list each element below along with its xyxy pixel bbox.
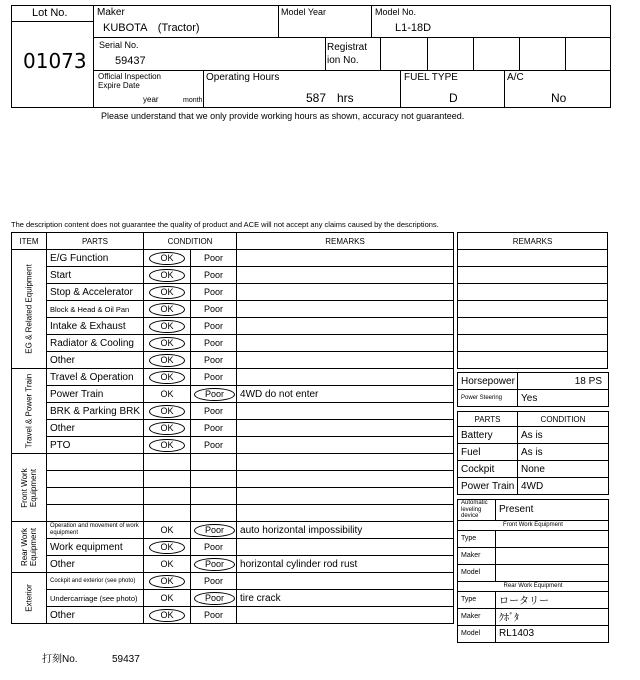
remark-cell: 4WD do not enter bbox=[237, 386, 454, 403]
ok-option: OK bbox=[160, 593, 174, 603]
header-row1-line bbox=[93, 37, 611, 38]
remark-cell bbox=[237, 284, 454, 301]
ok-option: OK bbox=[149, 269, 184, 282]
model-no-label: Model No. bbox=[375, 7, 417, 17]
ok-option: OK bbox=[160, 559, 174, 569]
ok-option-cell bbox=[144, 505, 191, 522]
poor-option: Poor bbox=[204, 253, 224, 263]
front-work-value bbox=[496, 564, 609, 581]
rear-work-label: Maker bbox=[458, 608, 496, 625]
poor-option-cell bbox=[191, 250, 237, 267]
table-row bbox=[12, 352, 454, 369]
stamp-value: 59437 bbox=[112, 654, 140, 665]
part-name: Intake & Exhaust bbox=[47, 318, 144, 335]
table-row bbox=[12, 267, 454, 284]
part-name: Other bbox=[47, 352, 144, 369]
side-work-table bbox=[457, 499, 609, 643]
poor-option-cell bbox=[191, 505, 237, 522]
rear-work-row bbox=[458, 591, 609, 608]
inspection-table bbox=[11, 232, 454, 624]
header-parts: PARTS bbox=[47, 233, 144, 250]
side-part-value: 4WD bbox=[518, 478, 609, 495]
side-part-value: As is bbox=[518, 427, 609, 444]
part-name bbox=[47, 488, 144, 505]
part-name: Start bbox=[47, 267, 144, 284]
part-name bbox=[47, 471, 144, 488]
side-part-row bbox=[458, 444, 609, 461]
table-row bbox=[12, 454, 454, 471]
part-name: Stop & Accelerator bbox=[47, 284, 144, 301]
remark-cell bbox=[237, 301, 454, 318]
lot-label: Lot No. bbox=[32, 7, 68, 19]
poor-option-cell bbox=[191, 335, 237, 352]
poor-option: Poor bbox=[194, 388, 235, 401]
poor-option-cell bbox=[191, 403, 237, 420]
remark-cell bbox=[237, 471, 454, 488]
table-row bbox=[12, 522, 454, 539]
month-label: month bbox=[183, 97, 203, 104]
poor-option-cell bbox=[191, 590, 237, 607]
poor-option: Poor bbox=[204, 355, 224, 365]
front-work-row bbox=[458, 547, 609, 564]
table-row bbox=[12, 471, 454, 488]
ok-option-cell bbox=[144, 420, 191, 437]
header-item: ITEM bbox=[12, 233, 47, 250]
item-group-cell bbox=[12, 250, 47, 369]
table-row bbox=[12, 301, 454, 318]
table-row bbox=[12, 607, 454, 624]
remark-cell bbox=[237, 454, 454, 471]
ok-option-cell bbox=[144, 250, 191, 267]
table-row bbox=[12, 335, 454, 352]
poor-option-cell bbox=[191, 454, 237, 471]
poor-option: Poor bbox=[204, 440, 224, 450]
table-row bbox=[12, 556, 454, 573]
header-row2-line bbox=[93, 70, 611, 71]
model-year-label: Model Year bbox=[281, 7, 327, 17]
ok-option: OK bbox=[149, 439, 184, 452]
ok-option-cell bbox=[144, 556, 191, 573]
side-remark-line bbox=[458, 250, 608, 267]
auto-level-label: Automatic leveling device bbox=[458, 500, 496, 521]
poor-option-cell bbox=[191, 471, 237, 488]
poor-option: Poor bbox=[204, 610, 224, 620]
ok-option: OK bbox=[149, 303, 184, 316]
serial-value: 59437 bbox=[115, 55, 146, 67]
lot-label-line bbox=[11, 21, 93, 22]
ok-option: OK bbox=[149, 575, 184, 588]
side-part-row bbox=[458, 427, 609, 444]
ok-option: OK bbox=[160, 389, 174, 399]
rear-work-title: Rear Work Equipment bbox=[458, 581, 609, 591]
side-remark-line bbox=[458, 284, 608, 301]
remark-cell bbox=[237, 318, 454, 335]
part-name: Other bbox=[47, 420, 144, 437]
poor-option-cell bbox=[191, 556, 237, 573]
remark-cell bbox=[237, 505, 454, 522]
ok-option-cell bbox=[144, 386, 191, 403]
remark-cell bbox=[237, 573, 454, 590]
ok-option: OK bbox=[149, 286, 184, 299]
table-row bbox=[12, 403, 454, 420]
hours-notice: Please understand that we only provide working hours as shown, accuracy not guaranteed. bbox=[101, 111, 465, 121]
side-remark-line bbox=[458, 335, 608, 352]
ok-option: OK bbox=[149, 337, 184, 350]
ok-option: OK bbox=[160, 525, 174, 535]
table-row bbox=[12, 318, 454, 335]
part-name bbox=[47, 454, 144, 471]
poor-option-cell bbox=[191, 267, 237, 284]
header-remarks: REMARKS bbox=[237, 233, 454, 250]
ok-option-cell bbox=[144, 471, 191, 488]
poor-option: Poor bbox=[204, 423, 224, 433]
front-work-value bbox=[496, 530, 609, 547]
rear-work-value: ｸﾎﾞﾀ bbox=[496, 608, 609, 625]
poor-option-cell bbox=[191, 607, 237, 624]
ok-option-cell bbox=[144, 454, 191, 471]
side-remark-line bbox=[458, 352, 608, 369]
part-name: Other bbox=[47, 556, 144, 573]
remark-cell bbox=[237, 539, 454, 556]
poor-option-cell bbox=[191, 318, 237, 335]
hours-value: 587 bbox=[306, 91, 327, 105]
ac-label: A/C bbox=[507, 72, 524, 83]
item-group-label: Exterior bbox=[24, 584, 34, 612]
remark-cell: tire crack bbox=[237, 590, 454, 607]
remark-cell bbox=[237, 420, 454, 437]
rear-work-row bbox=[458, 608, 609, 625]
part-name: Work equipment bbox=[47, 539, 144, 556]
remark-cell bbox=[237, 335, 454, 352]
registration-label: Registrat ion No. bbox=[327, 42, 368, 66]
remark-cell: auto horizontal impossibility bbox=[237, 522, 454, 539]
part-name: Cockpit and exterior (see photo) bbox=[47, 573, 144, 590]
poor-option: Poor bbox=[204, 372, 224, 382]
header-condition: CONDITION bbox=[144, 233, 237, 250]
ok-option-cell bbox=[144, 284, 191, 301]
front-work-title: Front Work Equipment bbox=[458, 520, 609, 530]
side-part-value: None bbox=[518, 461, 609, 478]
poor-option: Poor bbox=[204, 338, 224, 348]
horsepower-label: Horsepower bbox=[458, 373, 518, 390]
remark-cell bbox=[237, 267, 454, 284]
item-group-label: Front Work Equipment bbox=[19, 467, 38, 508]
ok-option-cell bbox=[144, 590, 191, 607]
poor-option-cell bbox=[191, 488, 237, 505]
part-name: Operation and movement of work equipment bbox=[47, 522, 144, 539]
remark-cell bbox=[237, 369, 454, 386]
rear-work-label: Type bbox=[458, 591, 496, 608]
part-name: Travel & Operation bbox=[47, 369, 144, 386]
ok-option: OK bbox=[149, 422, 184, 435]
rear-work-value: ロータリー bbox=[496, 591, 609, 608]
table-row bbox=[12, 539, 454, 556]
serial-label: Serial No. bbox=[99, 40, 139, 50]
ok-option-cell bbox=[144, 318, 191, 335]
part-name: Undercarriage (see photo) bbox=[47, 590, 144, 607]
ok-option-cell bbox=[144, 573, 191, 590]
poor-option: Poor bbox=[194, 558, 235, 571]
part-name: Radiator & Cooling bbox=[47, 335, 144, 352]
maker-label: Maker bbox=[97, 7, 125, 18]
ok-option-cell bbox=[144, 539, 191, 556]
ok-option-cell bbox=[144, 403, 191, 420]
poor-option-cell bbox=[191, 369, 237, 386]
table-row bbox=[12, 437, 454, 454]
ok-option-cell bbox=[144, 522, 191, 539]
remark-cell bbox=[237, 352, 454, 369]
item-group-cell bbox=[12, 369, 47, 454]
part-name: Power Train bbox=[47, 386, 144, 403]
part-name: Other bbox=[47, 607, 144, 624]
poor-option-cell bbox=[191, 573, 237, 590]
side-remark-line bbox=[458, 318, 608, 335]
ok-option: OK bbox=[149, 354, 184, 367]
side-remark-line bbox=[458, 267, 608, 284]
model-no-value: L1-18D bbox=[395, 22, 432, 34]
side-part-label: Power Train bbox=[458, 478, 518, 495]
ok-option-cell bbox=[144, 301, 191, 318]
ok-option: OK bbox=[149, 371, 184, 384]
table-row bbox=[12, 573, 454, 590]
side-remarks-table bbox=[457, 232, 608, 369]
ok-option: OK bbox=[149, 320, 184, 333]
remark-cell bbox=[237, 607, 454, 624]
side-parts-header: PARTS bbox=[458, 412, 518, 427]
table-row bbox=[12, 590, 454, 607]
inspection-label-2: Expire Date bbox=[98, 81, 140, 90]
item-group-label: Travel & Power Train bbox=[24, 373, 34, 449]
poor-option: Poor bbox=[194, 592, 235, 605]
side-spec-table bbox=[457, 372, 609, 407]
part-name: Block & Head & Oil Pan bbox=[47, 301, 144, 318]
stamp-label: 打刻No. bbox=[42, 654, 78, 665]
disclaimer: The description content does not guarantee the quality of product and ACE will not accept any claims caused by the descriptions. bbox=[11, 220, 439, 229]
front-work-label: Type bbox=[458, 530, 496, 547]
inspection-label-1: Official Inspection bbox=[98, 72, 161, 81]
side-parts-table bbox=[457, 411, 609, 495]
side-part-value: As is bbox=[518, 444, 609, 461]
poor-option: Poor bbox=[194, 524, 235, 537]
part-name: PTO bbox=[47, 437, 144, 454]
ok-option: OK bbox=[149, 252, 184, 265]
poor-option: Poor bbox=[204, 321, 224, 331]
ok-option: OK bbox=[149, 541, 184, 554]
poor-option-cell bbox=[191, 352, 237, 369]
hours-label: Operating Hours bbox=[206, 72, 280, 83]
side-part-row bbox=[458, 478, 609, 495]
remark-cell: horizontal cylinder rod rust bbox=[237, 556, 454, 573]
table-row bbox=[12, 505, 454, 522]
table-row bbox=[12, 250, 454, 267]
side-part-label: Battery bbox=[458, 427, 518, 444]
lot-divider bbox=[93, 5, 94, 108]
item-group-label: Rear Work Equipment bbox=[19, 527, 38, 567]
table-row bbox=[12, 488, 454, 505]
poor-option: Poor bbox=[204, 287, 224, 297]
hours-unit: hrs bbox=[337, 91, 354, 105]
front-work-row bbox=[458, 564, 609, 581]
poor-option: Poor bbox=[204, 304, 224, 314]
side-part-row bbox=[458, 461, 609, 478]
item-group-cell bbox=[12, 454, 47, 522]
side-remarks-title: REMARKS bbox=[458, 233, 608, 250]
poor-option: Poor bbox=[204, 576, 224, 586]
horsepower-value: 18 PS bbox=[518, 373, 609, 390]
poor-option-cell bbox=[191, 522, 237, 539]
ok-option: OK bbox=[149, 405, 184, 418]
fuel-label: FUEL TYPE bbox=[404, 72, 458, 83]
part-name: E/G Function bbox=[47, 250, 144, 267]
rear-work-value: RL1403 bbox=[496, 625, 609, 642]
table-row bbox=[12, 369, 454, 386]
front-work-value bbox=[496, 547, 609, 564]
table-row bbox=[12, 386, 454, 403]
ok-option-cell bbox=[144, 267, 191, 284]
remark-cell bbox=[237, 250, 454, 267]
item-group-cell bbox=[12, 522, 47, 573]
ac-value: No bbox=[551, 91, 567, 105]
remark-cell bbox=[237, 403, 454, 420]
maker-value: KUBOTA (Tractor) bbox=[103, 22, 200, 34]
part-name bbox=[47, 505, 144, 522]
poor-option-cell bbox=[191, 437, 237, 454]
front-work-label: Maker bbox=[458, 547, 496, 564]
front-work-row bbox=[458, 530, 609, 547]
remark-cell bbox=[237, 437, 454, 454]
poor-option-cell bbox=[191, 420, 237, 437]
part-name: BRK & Parking BRK bbox=[47, 403, 144, 420]
front-work-label: Model bbox=[458, 564, 496, 581]
side-part-label: Fuel bbox=[458, 444, 518, 461]
table-row bbox=[12, 284, 454, 301]
side-condition-header: CONDITION bbox=[518, 412, 609, 427]
side-remark-line bbox=[458, 301, 608, 318]
poor-option-cell bbox=[191, 539, 237, 556]
ok-option-cell bbox=[144, 369, 191, 386]
item-group-label: EG & Related Equipment bbox=[24, 264, 34, 354]
poor-option-cell bbox=[191, 284, 237, 301]
poor-option: Poor bbox=[204, 406, 224, 416]
poor-option: Poor bbox=[204, 270, 224, 280]
ok-option: OK bbox=[149, 609, 184, 622]
table-row bbox=[12, 420, 454, 437]
poor-option-cell bbox=[191, 301, 237, 318]
remark-cell bbox=[237, 488, 454, 505]
ok-option-cell bbox=[144, 607, 191, 624]
power-steering-value: Yes bbox=[518, 390, 609, 407]
item-group-cell bbox=[12, 573, 47, 624]
fuel-value: D bbox=[449, 91, 458, 105]
side-part-label: Cockpit bbox=[458, 461, 518, 478]
year-label: year bbox=[143, 95, 159, 104]
ok-option-cell bbox=[144, 335, 191, 352]
auto-level-value: Present bbox=[496, 500, 609, 521]
poor-option-cell bbox=[191, 386, 237, 403]
ok-option-cell bbox=[144, 488, 191, 505]
ok-option-cell bbox=[144, 352, 191, 369]
lot-number: 01073 bbox=[23, 49, 87, 73]
ok-option-cell bbox=[144, 437, 191, 454]
poor-option: Poor bbox=[204, 542, 224, 552]
power-steering-label: Power Steering bbox=[458, 390, 518, 407]
rear-work-label: Model bbox=[458, 625, 496, 642]
rear-work-row bbox=[458, 625, 609, 642]
